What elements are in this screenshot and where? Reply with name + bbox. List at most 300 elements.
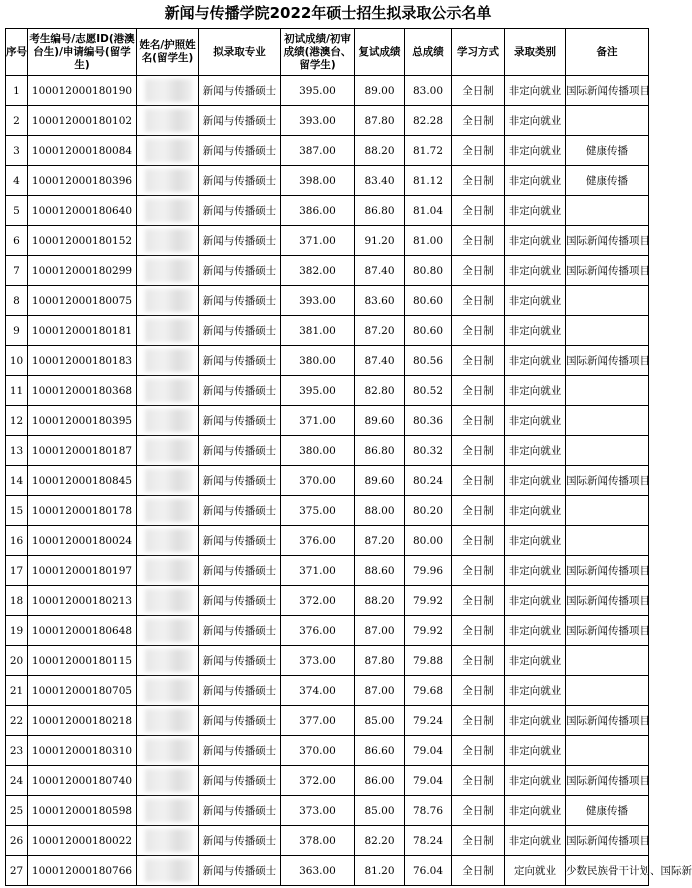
- cell-total-score: 79.96: [405, 556, 452, 586]
- cell-initial-score: 373.00: [281, 796, 355, 826]
- cell-seq: 5: [6, 196, 28, 226]
- table-row: [6, 406, 649, 436]
- cell-initial-score: 382.00: [281, 256, 355, 286]
- name-redaction: [145, 589, 192, 612]
- cell-name: [137, 766, 199, 796]
- name-redaction: [145, 379, 192, 402]
- cell-name: [137, 496, 199, 526]
- cell-study-mode: 全日制: [452, 706, 505, 736]
- cell-retest-score: 87.20: [355, 316, 405, 346]
- cell-major: 新闻与传播硕士: [199, 346, 281, 376]
- cell-study-mode: 全日制: [452, 736, 505, 766]
- cell-seq: 1: [6, 76, 28, 106]
- name-redaction: [145, 169, 192, 192]
- cell-initial-score: 376.00: [281, 526, 355, 556]
- cell-admission-type: 非定向就业: [505, 676, 566, 706]
- cell-total-score: 80.80: [405, 256, 452, 286]
- cell-retest-score: 87.00: [355, 616, 405, 646]
- table-row: [6, 286, 649, 316]
- table-row: [6, 646, 649, 676]
- cell-seq: 8: [6, 286, 28, 316]
- cell-admission-type: 非定向就业: [505, 226, 566, 256]
- cell-total-score: 80.52: [405, 376, 452, 406]
- cell-name: [137, 316, 199, 346]
- cell-student-id: 100012000180024: [28, 526, 137, 556]
- cell-name: [137, 256, 199, 286]
- cell-retest-score: 89.60: [355, 466, 405, 496]
- cell-admission-type: 非定向就业: [505, 646, 566, 676]
- table-row: [6, 316, 649, 346]
- cell-name: [137, 586, 199, 616]
- cell-total-score: 78.76: [405, 796, 452, 826]
- table-row: [6, 856, 649, 886]
- cell-retest-score: 87.80: [355, 106, 405, 136]
- cell-seq: 7: [6, 256, 28, 286]
- name-redaction: [145, 289, 192, 312]
- cell-retest-score: 85.00: [355, 796, 405, 826]
- cell-initial-score: 380.00: [281, 346, 355, 376]
- cell-study-mode: 全日制: [452, 316, 505, 346]
- cell-admission-type: 非定向就业: [505, 766, 566, 796]
- cell-note: 健康传播: [566, 166, 649, 196]
- name-redaction: [145, 859, 192, 882]
- cell-major: 新闻与传播硕士: [199, 166, 281, 196]
- cell-total-score: 80.32: [405, 436, 452, 466]
- cell-study-mode: 全日制: [452, 586, 505, 616]
- cell-note: 国际新闻传播项目: [566, 616, 649, 646]
- table-row: [6, 556, 649, 586]
- cell-study-mode: 全日制: [452, 136, 505, 166]
- table-row: [6, 256, 649, 286]
- cell-note: 国际新闻传播项目: [566, 586, 649, 616]
- cell-admission-type: 非定向就业: [505, 76, 566, 106]
- cell-major: 新闻与传播硕士: [199, 196, 281, 226]
- cell-study-mode: 全日制: [452, 286, 505, 316]
- name-redaction: [145, 199, 192, 222]
- cell-admission-type: 非定向就业: [505, 376, 566, 406]
- cell-seq: 12: [6, 406, 28, 436]
- cell-retest-score: 86.00: [355, 766, 405, 796]
- name-redaction: [145, 109, 192, 132]
- cell-total-score: 79.68: [405, 676, 452, 706]
- cell-initial-score: 372.00: [281, 766, 355, 796]
- page-title: 新闻与传播学院2022年硕士招生拟录取公示名单: [164, 4, 492, 22]
- cell-total-score: 79.04: [405, 736, 452, 766]
- admission-table: [5, 28, 692, 886]
- cell-name: [137, 466, 199, 496]
- cell-retest-score: 81.20: [355, 856, 405, 886]
- cell-study-mode: 全日制: [452, 76, 505, 106]
- cell-seq: 17: [6, 556, 28, 586]
- cell-total-score: 79.88: [405, 646, 452, 676]
- table-row: [6, 796, 649, 826]
- cell-admission-type: 非定向就业: [505, 526, 566, 556]
- cell-retest-score: 91.20: [355, 226, 405, 256]
- cell-student-id: 100012000180310: [28, 736, 137, 766]
- cell-admission-type: 非定向就业: [505, 346, 566, 376]
- table-row: [6, 106, 649, 136]
- table-row: [6, 526, 649, 556]
- cell-student-id: 100012000180218: [28, 706, 137, 736]
- cell-retest-score: 86.80: [355, 196, 405, 226]
- cell-student-id: 100012000180102: [28, 106, 137, 136]
- cell-note: [566, 436, 649, 466]
- cell-initial-score: 373.00: [281, 646, 355, 676]
- cell-student-id: 100012000180152: [28, 226, 137, 256]
- cell-total-score: 79.92: [405, 586, 452, 616]
- table-row: [6, 376, 649, 406]
- cell-student-id: 100012000180299: [28, 256, 137, 286]
- cell-total-score: 82.28: [405, 106, 452, 136]
- cell-seq: 14: [6, 466, 28, 496]
- cell-student-id: 100012000180084: [28, 136, 137, 166]
- name-redaction: [145, 799, 192, 822]
- cell-note: [566, 196, 649, 226]
- cell-total-score: 80.24: [405, 466, 452, 496]
- cell-retest-score: 88.60: [355, 556, 405, 586]
- cell-student-id: 100012000180183: [28, 346, 137, 376]
- cell-initial-score: 370.00: [281, 466, 355, 496]
- cell-initial-score: 387.00: [281, 136, 355, 166]
- col-header-id: 考生编号/志愿ID(港澳台生)/申请编号(留学生): [28, 29, 137, 76]
- cell-seq: 9: [6, 316, 28, 346]
- cell-admission-type: 非定向就业: [505, 496, 566, 526]
- name-redaction: [145, 79, 192, 102]
- cell-seq: 15: [6, 496, 28, 526]
- cell-total-score: 81.72: [405, 136, 452, 166]
- cell-note: 国际新闻传播项目: [566, 256, 649, 286]
- cell-study-mode: 全日制: [452, 526, 505, 556]
- col-header-admission-type: 录取类别: [505, 29, 566, 76]
- cell-study-mode: 全日制: [452, 406, 505, 436]
- cell-major: 新闻与传播硕士: [199, 226, 281, 256]
- cell-initial-score: 378.00: [281, 826, 355, 856]
- cell-student-id: 100012000180640: [28, 196, 137, 226]
- cell-admission-type: 定向就业: [505, 856, 566, 886]
- cell-study-mode: 全日制: [452, 256, 505, 286]
- cell-total-score: 79.24: [405, 706, 452, 736]
- cell-student-id: 100012000180648: [28, 616, 137, 646]
- table-row: [6, 616, 649, 646]
- cell-initial-score: 363.00: [281, 856, 355, 886]
- cell-major: 新闻与传播硕士: [199, 76, 281, 106]
- cell-student-id: 100012000180598: [28, 796, 137, 826]
- table-header-row: [6, 29, 649, 76]
- cell-seq: 21: [6, 676, 28, 706]
- cell-student-id: 100012000180022: [28, 826, 137, 856]
- cell-total-score: 80.20: [405, 496, 452, 526]
- cell-major: 新闻与传播硕士: [199, 406, 281, 436]
- cell-student-id: 100012000180766: [28, 856, 137, 886]
- col-header-study-mode: 学习方式: [452, 29, 505, 76]
- cell-retest-score: 87.20: [355, 526, 405, 556]
- cell-admission-type: 非定向就业: [505, 436, 566, 466]
- cell-major: 新闻与传播硕士: [199, 526, 281, 556]
- cell-name: [137, 616, 199, 646]
- cell-study-mode: 全日制: [452, 826, 505, 856]
- col-header-retest-score: 复试成绩: [355, 29, 405, 76]
- cell-student-id: 100012000180213: [28, 586, 137, 616]
- name-redaction: [145, 709, 192, 732]
- cell-student-id: 100012000180368: [28, 376, 137, 406]
- cell-seq: 6: [6, 226, 28, 256]
- cell-note: [566, 736, 649, 766]
- cell-major: 新闻与传播硕士: [199, 136, 281, 166]
- table-row: [6, 436, 649, 466]
- cell-retest-score: 87.00: [355, 676, 405, 706]
- cell-name: [137, 346, 199, 376]
- cell-study-mode: 全日制: [452, 496, 505, 526]
- cell-admission-type: 非定向就业: [505, 706, 566, 736]
- cell-major: 新闻与传播硕士: [199, 256, 281, 286]
- cell-study-mode: 全日制: [452, 436, 505, 466]
- name-redaction: [145, 139, 192, 162]
- cell-admission-type: 非定向就业: [505, 106, 566, 136]
- cell-student-id: 100012000180075: [28, 286, 137, 316]
- cell-study-mode: 全日制: [452, 856, 505, 886]
- name-redaction: [145, 229, 192, 252]
- cell-major: 新闻与传播硕士: [199, 646, 281, 676]
- cell-admission-type: 非定向就业: [505, 196, 566, 226]
- cell-major: 新闻与传播硕士: [199, 316, 281, 346]
- col-header-seq: 序号: [6, 29, 28, 76]
- cell-admission-type: 非定向就业: [505, 736, 566, 766]
- cell-seq: 11: [6, 376, 28, 406]
- cell-initial-score: 395.00: [281, 376, 355, 406]
- cell-student-id: 100012000180178: [28, 496, 137, 526]
- cell-total-score: 79.04: [405, 766, 452, 796]
- cell-retest-score: 88.20: [355, 586, 405, 616]
- cell-student-id: 100012000180115: [28, 646, 137, 676]
- name-redaction: [145, 769, 192, 792]
- name-redaction: [145, 559, 192, 582]
- cell-note: 健康传播: [566, 796, 649, 826]
- cell-study-mode: 全日制: [452, 376, 505, 406]
- name-redaction: [145, 349, 192, 372]
- cell-major: 新闻与传播硕士: [199, 436, 281, 466]
- name-redaction: [145, 409, 192, 432]
- cell-name: [137, 166, 199, 196]
- cell-note: 少数民族骨干计划、国际新: [566, 856, 649, 886]
- cell-note: [566, 676, 649, 706]
- cell-admission-type: 非定向就业: [505, 316, 566, 346]
- cell-study-mode: 全日制: [452, 796, 505, 826]
- cell-seq: 3: [6, 136, 28, 166]
- table-row: [6, 196, 649, 226]
- cell-total-score: 81.00: [405, 226, 452, 256]
- cell-name: [137, 736, 199, 766]
- cell-major: 新闻与传播硕士: [199, 586, 281, 616]
- cell-student-id: 100012000180396: [28, 166, 137, 196]
- cell-study-mode: 全日制: [452, 676, 505, 706]
- table-row: [6, 166, 649, 196]
- cell-study-mode: 全日制: [452, 166, 505, 196]
- cell-student-id: 100012000180190: [28, 76, 137, 106]
- cell-name: [137, 676, 199, 706]
- cell-note: [566, 406, 649, 436]
- cell-name: [137, 226, 199, 256]
- name-redaction: [145, 529, 192, 552]
- cell-student-id: 100012000180197: [28, 556, 137, 586]
- cell-seq: 27: [6, 856, 28, 886]
- cell-seq: 2: [6, 106, 28, 136]
- cell-admission-type: 非定向就业: [505, 556, 566, 586]
- name-redaction: [145, 619, 192, 642]
- cell-study-mode: 全日制: [452, 766, 505, 796]
- cell-admission-type: 非定向就业: [505, 136, 566, 166]
- table-row: [6, 466, 649, 496]
- cell-study-mode: 全日制: [452, 196, 505, 226]
- cell-seq: 10: [6, 346, 28, 376]
- cell-name: [137, 826, 199, 856]
- cell-total-score: 79.92: [405, 616, 452, 646]
- col-header-initial-score: 初试成绩/初审成绩(港澳台、留学生): [281, 29, 355, 76]
- cell-major: 新闻与传播硕士: [199, 736, 281, 766]
- table-row: [6, 226, 649, 256]
- cell-student-id: 100012000180705: [28, 676, 137, 706]
- cell-student-id: 100012000180740: [28, 766, 137, 796]
- cell-initial-score: 371.00: [281, 226, 355, 256]
- cell-seq: 24: [6, 766, 28, 796]
- cell-seq: 4: [6, 166, 28, 196]
- table-row: [6, 586, 649, 616]
- col-header-major: 拟录取专业: [199, 29, 281, 76]
- cell-retest-score: 86.80: [355, 436, 405, 466]
- cell-name: [137, 526, 199, 556]
- cell-note: 健康传播: [566, 136, 649, 166]
- cell-note: [566, 646, 649, 676]
- cell-major: 新闻与传播硕士: [199, 826, 281, 856]
- cell-name: [137, 706, 199, 736]
- cell-initial-score: 395.00: [281, 76, 355, 106]
- col-header-note: 备注: [566, 29, 649, 76]
- cell-seq: 26: [6, 826, 28, 856]
- cell-note: [566, 496, 649, 526]
- cell-note: 国际新闻传播项目: [566, 346, 649, 376]
- table-row: [6, 676, 649, 706]
- cell-name: [137, 106, 199, 136]
- table-row: [6, 766, 649, 796]
- cell-retest-score: 83.60: [355, 286, 405, 316]
- name-redaction: [145, 499, 192, 522]
- cell-study-mode: 全日制: [452, 346, 505, 376]
- cell-major: 新闻与传播硕士: [199, 796, 281, 826]
- cell-note: 国际新闻传播项目: [566, 826, 649, 856]
- cell-initial-score: 371.00: [281, 556, 355, 586]
- cell-student-id: 100012000180845: [28, 466, 137, 496]
- cell-retest-score: 82.20: [355, 826, 405, 856]
- cell-study-mode: 全日制: [452, 226, 505, 256]
- cell-name: [137, 136, 199, 166]
- name-redaction: [145, 319, 192, 342]
- cell-total-score: 81.12: [405, 166, 452, 196]
- cell-retest-score: 85.00: [355, 706, 405, 736]
- table-row: [6, 706, 649, 736]
- cell-total-score: 80.60: [405, 286, 452, 316]
- cell-admission-type: 非定向就业: [505, 796, 566, 826]
- cell-seq: 22: [6, 706, 28, 736]
- cell-initial-score: 376.00: [281, 616, 355, 646]
- cell-major: 新闻与传播硕士: [199, 766, 281, 796]
- cell-total-score: 80.00: [405, 526, 452, 556]
- cell-student-id: 100012000180181: [28, 316, 137, 346]
- cell-major: 新闻与传播硕士: [199, 106, 281, 136]
- cell-admission-type: 非定向就业: [505, 466, 566, 496]
- cell-initial-score: 381.00: [281, 316, 355, 346]
- table-row: [6, 136, 649, 166]
- cell-study-mode: 全日制: [452, 616, 505, 646]
- cell-seq: 18: [6, 586, 28, 616]
- cell-initial-score: 393.00: [281, 286, 355, 316]
- cell-total-score: 80.60: [405, 316, 452, 346]
- cell-total-score: 78.24: [405, 826, 452, 856]
- cell-name: [137, 376, 199, 406]
- cell-study-mode: 全日制: [452, 106, 505, 136]
- cell-name: [137, 556, 199, 586]
- cell-initial-score: 370.00: [281, 736, 355, 766]
- cell-major: 新闻与传播硕士: [199, 616, 281, 646]
- cell-major: 新闻与传播硕士: [199, 466, 281, 496]
- cell-note: [566, 286, 649, 316]
- name-redaction: [145, 469, 192, 492]
- cell-note: [566, 376, 649, 406]
- name-redaction: [145, 439, 192, 462]
- cell-total-score: 81.04: [405, 196, 452, 226]
- cell-student-id: 100012000180187: [28, 436, 137, 466]
- cell-initial-score: 375.00: [281, 496, 355, 526]
- cell-initial-score: 374.00: [281, 676, 355, 706]
- cell-retest-score: 88.20: [355, 136, 405, 166]
- cell-name: [137, 856, 199, 886]
- cell-note: 国际新闻传播项目: [566, 76, 649, 106]
- cell-initial-score: 372.00: [281, 586, 355, 616]
- cell-name: [137, 646, 199, 676]
- cell-admission-type: 非定向就业: [505, 256, 566, 286]
- cell-seq: 23: [6, 736, 28, 766]
- cell-retest-score: 87.40: [355, 346, 405, 376]
- cell-total-score: 76.04: [405, 856, 452, 886]
- cell-retest-score: 87.80: [355, 646, 405, 676]
- col-header-total-score: 总成绩: [405, 29, 452, 76]
- cell-name: [137, 286, 199, 316]
- cell-seq: 13: [6, 436, 28, 466]
- cell-name: [137, 436, 199, 466]
- cell-note: [566, 106, 649, 136]
- cell-admission-type: 非定向就业: [505, 286, 566, 316]
- cell-note: 国际新闻传播项目: [566, 226, 649, 256]
- name-redaction: [145, 679, 192, 702]
- cell-major: 新闻与传播硕士: [199, 856, 281, 886]
- name-redaction: [145, 829, 192, 852]
- cell-retest-score: 89.60: [355, 406, 405, 436]
- cell-initial-score: 371.00: [281, 406, 355, 436]
- table-row: [6, 496, 649, 526]
- cell-initial-score: 398.00: [281, 166, 355, 196]
- table-row: [6, 736, 649, 766]
- cell-study-mode: 全日制: [452, 646, 505, 676]
- cell-name: [137, 196, 199, 226]
- cell-initial-score: 386.00: [281, 196, 355, 226]
- cell-study-mode: 全日制: [452, 556, 505, 586]
- cell-retest-score: 83.40: [355, 166, 405, 196]
- cell-admission-type: 非定向就业: [505, 826, 566, 856]
- cell-note: 国际新闻传播项目: [566, 766, 649, 796]
- cell-major: 新闻与传播硕士: [199, 376, 281, 406]
- name-redaction: [145, 649, 192, 672]
- table-row: [6, 76, 649, 106]
- cell-admission-type: 非定向就业: [505, 406, 566, 436]
- cell-initial-score: 380.00: [281, 436, 355, 466]
